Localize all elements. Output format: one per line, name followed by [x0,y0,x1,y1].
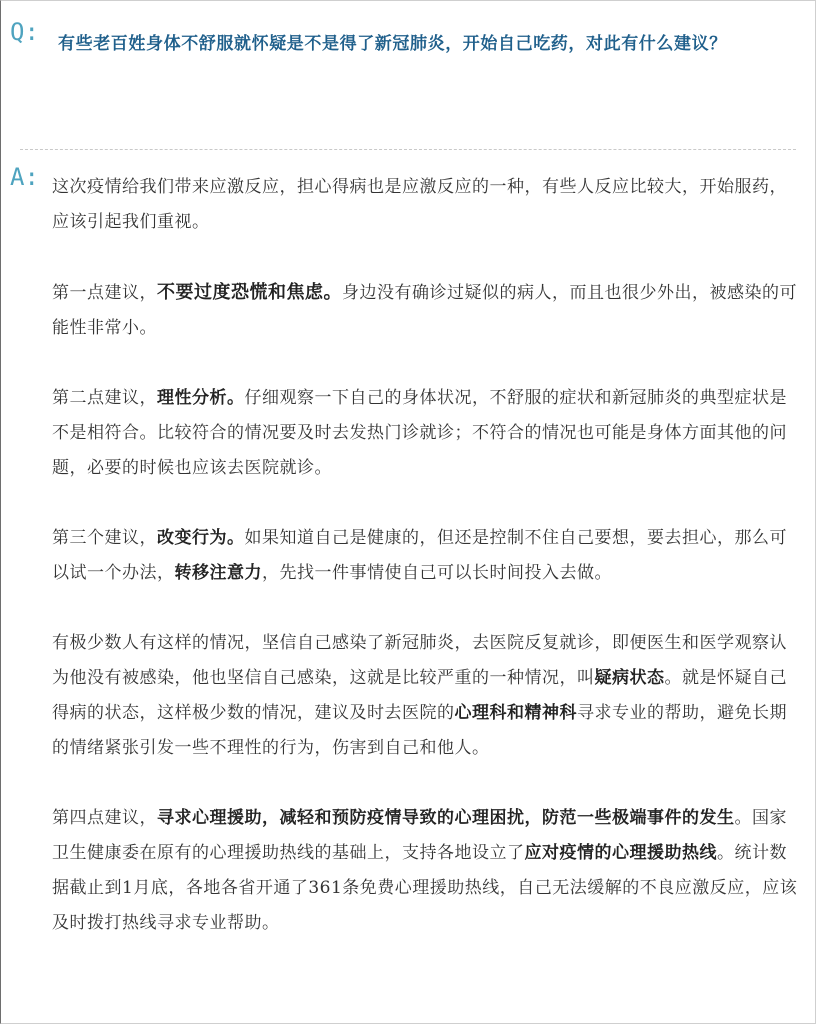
answer-paragraph-hypochondria [52,626,802,766]
question-marker: Q: [10,18,39,46]
advice-4-rest: 。统计数据截止到1月底，各地各省开通了361条免费心理援助热线，自己无法缓解的不良应激反应，应该及时拨打热线寻求专业帮助。 [52,843,798,933]
advice-2-lead: 第二点建议， [52,388,157,408]
advice-1-bold: 不要过度恐慌和焦虑。 [157,282,342,303]
advice-3-bold-2: 转移注意力 [174,563,262,583]
hypochondria-bold-1: 疑病状态 [594,668,665,688]
advice-3-bold-1: 改变行为。 [157,528,245,548]
advice-4-bold-1: 寻求心理援助，减轻和预防疫情导致的心理困扰，防范一些极端事件的发生 [157,808,735,828]
advice-4-mid: 。国家卫生健康委在原有的心理援助热线的基础上，支持各地设立了 [52,808,787,863]
hypochondria-bold-2: 心理科和精神科 [454,703,577,723]
answer-paragraph-advice-4 [52,801,802,941]
answer-paragraph-advice-1 [52,275,802,346]
answer-paragraph-advice-3 [52,521,802,591]
answer-body [52,170,802,976]
advice-2-bold: 理性分析。 [157,388,245,408]
advice-1-rest: 身边没有确诊过疑似的病人，而且也很少外出，被感染的可能性非常小。 [52,283,797,338]
question-text: 有些老百姓身体不舒服就怀疑是不是得了新冠肺炎，开始自己吃药，对此有什么建议？ [58,34,727,54]
advice-3-lead: 第三个建议， [52,528,157,548]
hypochondria-text-2: 。就是怀疑自己得病的状态，这样极少数的情况，建议及时去医院的 [52,668,787,723]
hypochondria-text-1: 有极少数人有这样的情况，坚信自己感染了新冠肺炎，去医院反复就诊，即便医生和医学观察认为他没有被感染，他也坚信自己感染，这就是比较严重的一种情况，叫 [52,633,787,688]
advice-4-lead: 第四点建议， [52,808,157,828]
answer-paragraph-intro: 这次疫情给我们带来应激反应，担心得病也是应激反应的一种，有些人反应比较大，开始服药，应该引起我们重视。 [52,177,787,232]
hypochondria-text-3: 寻求专业的帮助，避免长期的情绪紧张引发一些不理性的行为，伤害到自己和他人。 [52,703,787,758]
answer-paragraph-advice-2 [52,381,802,486]
answer-marker: A: [10,163,39,191]
dashed-divider [20,149,796,150]
advice-2-rest: 仔细观察一下自己的身体状况，不舒服的症状和新冠肺炎的典型症状是不是相符合。比较符合的情况要及时去发热门诊就诊；不符合的情况也可能是身体方面其他的问题，必要的时候也应该去医院就诊。 [52,388,787,478]
advice-1-lead: 第一点建议， [52,283,157,303]
advice-3-rest: ，先找一件事情使自己可以长时间投入去做。 [262,563,612,583]
advice-4-bold-2: 应对疫情的心理援助热线 [524,843,717,863]
advice-3-mid: 如果知道自己是健康的，但还是控制不住自己要想，要去担心，那么可以试一个办法， [52,528,787,583]
